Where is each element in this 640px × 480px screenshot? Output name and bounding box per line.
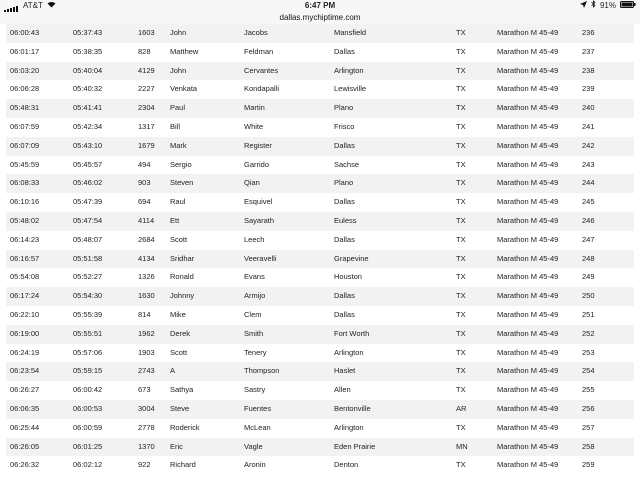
table-row	[6, 381, 634, 400]
bib-number: 4134	[138, 253, 155, 263]
first-name: Steven	[170, 178, 194, 188]
table-row	[6, 362, 634, 381]
bib-number: 2227	[138, 84, 155, 94]
city: Grapevine	[334, 253, 369, 263]
overall-place: 244	[582, 178, 595, 188]
table-row	[6, 456, 634, 475]
bib-number: 1679	[138, 140, 155, 150]
table-row	[6, 43, 634, 62]
last-name: Register	[244, 140, 272, 150]
gun-time: 05:41:41	[73, 103, 103, 113]
gun-time: 05:45:57	[73, 159, 103, 169]
city: Allen	[334, 385, 351, 395]
last-name: Armijo	[244, 291, 266, 301]
state: MN	[456, 441, 468, 451]
city: Houston	[334, 272, 362, 282]
state: TX	[456, 65, 466, 75]
gun-time: 05:40:32	[73, 84, 103, 94]
last-name: Cervantes	[244, 65, 279, 75]
city: Euless	[334, 215, 357, 225]
city: Bentonville	[334, 403, 371, 413]
chip-time: 06:14:23	[10, 234, 40, 244]
bib-number: 1630	[138, 291, 155, 301]
state: TX	[456, 385, 466, 395]
division: Marathon M 45-49	[497, 178, 559, 188]
gun-time: 05:57:06	[73, 347, 103, 357]
gun-time: 05:37:43	[73, 28, 103, 37]
overall-place: 259	[582, 460, 595, 470]
overall-place: 242	[582, 140, 595, 150]
last-name: Aronin	[244, 460, 266, 470]
city: Dallas	[334, 291, 355, 301]
first-name: Mike	[170, 309, 186, 319]
first-name: John	[170, 28, 187, 37]
last-name: Fuentes	[244, 403, 272, 413]
city: Plano	[334, 103, 354, 113]
gun-time: 05:42:34	[73, 121, 103, 131]
division: Marathon M 45-49	[497, 460, 559, 470]
state: TX	[456, 366, 466, 376]
table-row	[6, 174, 634, 193]
city: Lewisville	[334, 84, 367, 94]
bib-number: 2304	[138, 103, 155, 113]
last-name: Smith	[244, 328, 264, 338]
table-row	[6, 62, 634, 81]
city: Arlington	[334, 65, 364, 75]
city: Eden Prairie	[334, 441, 376, 451]
overall-place: 241	[582, 121, 595, 131]
division: Marathon M 45-49	[497, 103, 559, 113]
bib-number: 4129	[138, 65, 155, 75]
bib-number: 673	[138, 385, 151, 395]
first-name: Scott	[170, 234, 188, 244]
city: Frisco	[334, 121, 355, 131]
table-row	[6, 438, 634, 457]
division: Marathon M 45-49	[497, 403, 559, 413]
bib-number: 1326	[138, 272, 155, 282]
state: TX	[456, 291, 466, 301]
state: TX	[456, 197, 466, 207]
city: Plano	[334, 178, 354, 188]
overall-place: 239	[582, 84, 595, 94]
last-name: Kondapalli	[244, 84, 280, 94]
table-row	[6, 344, 634, 363]
last-name: Vagle	[244, 441, 263, 451]
city: Dallas	[334, 140, 355, 150]
state: TX	[456, 347, 466, 357]
bib-number: 1603	[138, 28, 155, 37]
bib-number: 2684	[138, 234, 155, 244]
overall-place: 236	[582, 28, 595, 37]
last-name: Leech	[244, 234, 265, 244]
state: TX	[456, 215, 466, 225]
last-name: Esquivel	[244, 197, 273, 207]
state: TX	[456, 253, 466, 263]
first-name: Ronald	[170, 272, 194, 282]
division: Marathon M 45-49	[497, 140, 559, 150]
overall-place: 248	[582, 253, 595, 263]
bib-number: 814	[138, 309, 151, 319]
city: Fort Worth	[334, 328, 370, 338]
table-row	[6, 231, 634, 250]
division: Marathon M 45-49	[497, 422, 559, 432]
first-name: Mark	[170, 140, 187, 150]
status-right	[580, 0, 636, 12]
gun-time: 06:01:25	[73, 441, 103, 451]
battery-percent: 91%	[599, 1, 616, 10]
last-name: Garrido	[244, 159, 270, 169]
table-row	[6, 156, 634, 175]
state: TX	[456, 178, 466, 188]
chip-time: 06:17:24	[10, 291, 40, 301]
address-bar[interactable]	[0, 12, 640, 24]
overall-place: 245	[582, 197, 595, 207]
first-name: Matthew	[170, 46, 199, 56]
chip-time: 05:48:02	[10, 215, 40, 225]
bib-number: 1317	[138, 121, 155, 131]
state: TX	[456, 328, 466, 338]
chip-time: 06:00:43	[10, 28, 40, 37]
carrier-label: AT&T	[23, 1, 43, 10]
state: TX	[456, 84, 466, 94]
gun-time: 06:02:12	[73, 460, 103, 470]
first-name: A	[170, 366, 176, 376]
city: Mansfield	[334, 28, 367, 37]
last-name: Martin	[244, 103, 265, 113]
gun-time: 05:43:10	[73, 140, 103, 150]
chip-time: 05:48:31	[10, 103, 40, 113]
first-name: Sridhar	[170, 253, 195, 263]
division: Marathon M 45-49	[497, 309, 559, 319]
division: Marathon M 45-49	[497, 272, 559, 282]
division: Marathon M 45-49	[497, 253, 559, 263]
chip-time: 06:22:10	[10, 309, 40, 319]
chip-time: 06:07:59	[10, 121, 40, 131]
chip-time: 06:19:00	[10, 328, 40, 338]
overall-place: 246	[582, 215, 595, 225]
table-row	[6, 306, 634, 325]
gun-time: 05:59:15	[73, 366, 103, 376]
first-name: Bill	[170, 121, 181, 131]
state: TX	[456, 103, 466, 113]
table-row	[6, 193, 634, 212]
overall-place: 240	[582, 103, 595, 113]
city: Sachse	[334, 159, 360, 169]
gun-time: 05:46:02	[73, 178, 103, 188]
division: Marathon M 45-49	[497, 366, 559, 376]
bib-number: 922	[138, 460, 151, 470]
overall-place: 253	[582, 347, 595, 357]
gun-time: 05:47:54	[73, 215, 103, 225]
first-name: Sergio	[170, 159, 192, 169]
last-name: Thompson	[244, 366, 280, 376]
city: Dallas	[334, 309, 355, 319]
overall-place: 255	[582, 385, 595, 395]
state: TX	[456, 234, 466, 244]
first-name: Venkata	[170, 84, 198, 94]
gun-time: 05:48:07	[73, 234, 103, 244]
gun-time: 05:38:35	[73, 46, 103, 56]
chip-time: 06:26:32	[10, 460, 40, 470]
table-row	[6, 212, 634, 231]
table-row	[6, 24, 634, 43]
table-row	[6, 400, 634, 419]
bib-number: 694	[138, 197, 151, 207]
first-name: Richard	[170, 460, 196, 470]
bib-number: 2778	[138, 422, 155, 432]
state: TX	[456, 272, 466, 282]
chip-time: 06:24:19	[10, 347, 40, 357]
division: Marathon M 45-49	[497, 234, 559, 244]
clock: 6:47 PM	[304, 1, 336, 10]
division: Marathon M 45-49	[497, 328, 559, 338]
state: TX	[456, 159, 466, 169]
gun-time: 06:00:53	[73, 403, 103, 413]
overall-place: 250	[582, 291, 595, 301]
state: TX	[456, 460, 466, 470]
chip-time: 06:01:17	[10, 46, 40, 56]
location-arrow-icon	[580, 0, 587, 12]
url-text: dallas.mychiptime.com	[279, 13, 361, 22]
overall-place: 238	[582, 65, 595, 75]
table-row	[6, 419, 634, 438]
first-name: Johnny	[170, 291, 195, 301]
last-name: Feldman	[244, 46, 274, 56]
overall-place: 257	[582, 422, 595, 432]
chip-time: 05:54:08	[10, 272, 40, 282]
division: Marathon M 45-49	[497, 197, 559, 207]
chip-time: 06:06:28	[10, 84, 40, 94]
bib-number: 2743	[138, 366, 155, 376]
bib-number: 1370	[138, 441, 155, 451]
chip-time: 06:07:09	[10, 140, 40, 150]
city: Haslet	[334, 366, 356, 376]
last-name: Jacobs	[244, 28, 268, 37]
bib-number: 1903	[138, 347, 155, 357]
table-row	[6, 118, 634, 137]
overall-place: 258	[582, 441, 595, 451]
gun-time: 05:55:39	[73, 309, 103, 319]
state: AR	[456, 403, 467, 413]
table-row	[6, 137, 634, 156]
bib-number: 3004	[138, 403, 155, 413]
city: Denton	[334, 460, 359, 470]
first-name: Eric	[170, 441, 183, 451]
gun-time: 06:00:59	[73, 422, 103, 432]
bluetooth-icon	[591, 0, 596, 12]
city: Arlington	[334, 347, 364, 357]
table-row	[6, 80, 634, 99]
chip-time: 05:45:59	[10, 159, 40, 169]
last-name: White	[244, 121, 264, 131]
bib-number: 494	[138, 159, 151, 169]
gun-time: 05:51:58	[73, 253, 103, 263]
division: Marathon M 45-49	[497, 84, 559, 94]
table-row	[6, 250, 634, 269]
first-name: Roderick	[170, 422, 200, 432]
gun-time: 05:47:39	[73, 197, 103, 207]
last-name: Qian	[244, 178, 260, 188]
overall-place: 254	[582, 366, 595, 376]
first-name: Steve	[170, 403, 190, 413]
chip-time: 06:26:27	[10, 385, 40, 395]
city: Dallas	[334, 234, 355, 244]
last-name: McLean	[244, 422, 271, 432]
gun-time: 05:40:04	[73, 65, 103, 75]
gun-time: 05:52:27	[73, 272, 103, 282]
chip-time: 06:03:20	[10, 65, 40, 75]
last-name: Sastry	[244, 385, 266, 395]
chip-time: 06:16:57	[10, 253, 40, 263]
city: Arlington	[334, 422, 364, 432]
chip-time: 06:10:16	[10, 197, 40, 207]
division: Marathon M 45-49	[497, 291, 559, 301]
bib-number: 903	[138, 178, 151, 188]
first-name: Derek	[170, 328, 191, 338]
table-row	[6, 325, 634, 344]
chip-time: 06:08:33	[10, 178, 40, 188]
city: Dallas	[334, 46, 355, 56]
division: Marathon M 45-49	[497, 121, 559, 131]
gun-time: 06:00:42	[73, 385, 103, 395]
state: TX	[456, 422, 466, 432]
battery-icon	[620, 0, 636, 12]
overall-place: 252	[582, 328, 595, 338]
overall-place: 237	[582, 46, 595, 56]
city: Dallas	[334, 197, 355, 207]
last-name: Evans	[244, 272, 265, 282]
chip-time: 06:06:35	[10, 403, 40, 413]
division: Marathon M 45-49	[497, 28, 559, 37]
first-name: Scott	[170, 347, 188, 357]
overall-place: 256	[582, 403, 595, 413]
overall-place: 243	[582, 159, 595, 169]
chip-time: 06:25:44	[10, 422, 40, 432]
state: TX	[456, 121, 466, 131]
division: Marathon M 45-49	[497, 385, 559, 395]
gun-time: 05:54:30	[73, 291, 103, 301]
state: TX	[456, 140, 466, 150]
first-name: Raul	[170, 197, 186, 207]
division: Marathon M 45-49	[497, 441, 559, 451]
state: TX	[456, 46, 466, 56]
last-name: Clem	[244, 309, 262, 319]
division: Marathon M 45-49	[497, 347, 559, 357]
first-name: Sathya	[170, 385, 194, 395]
division: Marathon M 45-49	[497, 159, 559, 169]
bib-number: 1962	[138, 328, 155, 338]
chip-time: 06:26:05	[10, 441, 40, 451]
gun-time: 05:55:51	[73, 328, 103, 338]
table-row	[6, 268, 634, 287]
bib-number: 4114	[138, 215, 155, 225]
first-name: John	[170, 65, 187, 75]
division: Marathon M 45-49	[497, 65, 559, 75]
last-name: Veeravelli	[244, 253, 277, 263]
bib-number: 828	[138, 46, 151, 56]
division: Marathon M 45-49	[497, 46, 559, 56]
overall-place: 247	[582, 234, 595, 244]
table-row	[6, 287, 634, 306]
last-name: Tenery	[244, 347, 267, 357]
overall-place: 251	[582, 309, 595, 319]
state: TX	[456, 28, 466, 37]
first-name: Ett	[170, 215, 180, 225]
overall-place: 249	[582, 272, 595, 282]
division: Marathon M 45-49	[497, 215, 559, 225]
first-name: Paul	[170, 103, 186, 113]
chip-time: 06:23:54	[10, 366, 40, 376]
results-table	[6, 24, 634, 475]
table-row	[6, 99, 634, 118]
status-bar	[0, 0, 640, 12]
state: TX	[456, 309, 466, 319]
last-name: Sayarath	[244, 215, 275, 225]
